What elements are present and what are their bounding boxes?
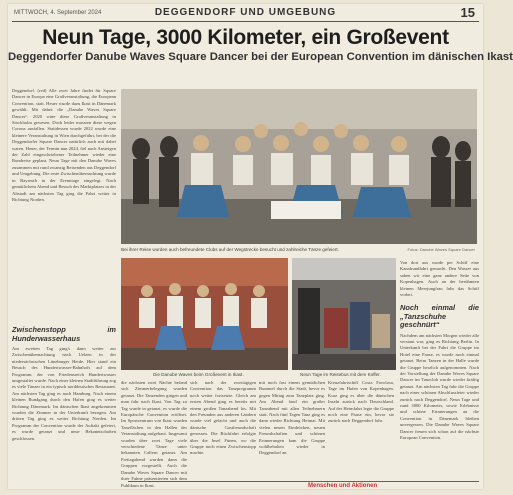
article-paragraph: sich nach der zweitägigen Convention das Tanzprogramm noch weiter fortsetzte. Gleich am ersten Abend ging es bereits mit einem großen Tanzabend los. Mit den Freunden aus anderen Ländern wurde viel gelacht und auch die dänische Gastfreundschaft genossen. Die Rückfahrt erfolgte über die Insel Fünen, wo die Gruppe noch einen Zwischenstopp machte. bbox=[190, 380, 256, 456]
luggage-photo bbox=[292, 258, 396, 370]
hall-photo-caption: Die Danube Waves beim Großevent in Ikast. bbox=[153, 372, 244, 377]
article-column-1b bbox=[12, 322, 116, 482]
main-group-photo bbox=[121, 89, 477, 244]
photo-credit: Fotos: Danube Waves Square Dancer bbox=[407, 247, 475, 252]
article-column-1 bbox=[12, 88, 116, 321]
article-paragraph: Von dort aus wurde per Schiff eine Kanalrundfahrt gemacht. Den Wasser aus sahen wir eine ganz andere Seite von Kopenhagen. Auch an der berühmten kleinen Meerjungfrau fuhr das Schiff vorbei. bbox=[400, 260, 479, 298]
article-headline: Neun Tage, 3000 Kilometer, ein Großevent bbox=[42, 26, 449, 49]
article-paragraph: Kreuzfahrtschiff Costa Favolosa, Tage im Hafen von Kopenhagen. Kurz ging es über die dänischen Inseln zurück nach Deutschland. Auf der Heimfahrt legte die Gruppe noch eine Pause ein, bevor sie zurück nach Deggendorf fuhr. bbox=[328, 380, 394, 424]
article-subtitle: Zwischenstopp im Hunderwasserhaus bbox=[12, 325, 116, 343]
article-column-4 bbox=[259, 380, 325, 481]
group-hall-photo bbox=[121, 258, 288, 370]
main-photo-caption: Bei ihrer Reise wurden auch befreundete Clubs auf der Wegstrecke besucht und zahlreiche Tänze gefeiert. bbox=[121, 247, 339, 252]
footer-divider bbox=[128, 481, 479, 482]
article-column-6b bbox=[400, 300, 479, 481]
page-number: 15 bbox=[460, 5, 475, 20]
article-subheadline: Deggendorfer Danube Waves Square Dancer bei der European Convention im dänischen Ikast bbox=[8, 51, 513, 63]
article-column-5 bbox=[328, 380, 394, 481]
newspaper-page bbox=[8, 4, 513, 489]
article-column-3 bbox=[190, 380, 256, 481]
section-title: DEGGENDORF UND UMGEBUNG bbox=[154, 7, 337, 18]
article-paragraph: Deggendorf. (red) Alle zwei Jahre findet für Square Dancer in Europa eine Großveranstaltung, die European Convention, statt. Heuer wurde dazu Ikast in Dänemark gewählt. Mit dabei: die „Danube Waves Square Dancer“. 2020 wäre diese Großveranstaltung in Stockholm gewesen. Doch leider mussten diese wegen Corona ausfallen. Stattdessen wurde 2022 wurde eine kleinere Veranstaltung in Wien durchgeführt, bei der die Deggendorfer Square Dancer natürlich auch mit dabei waren. Heuer, der Termin nun 2024, fiel nach Ansteigen der Zahl eingeschriebener Teilnehmer wieder eine Rundreise geplant. Neun Tage mit den Danube Waves zusammen mit rund zwanzig Reisenden aus Deggendorf und Umgebung. Die erste Zwischenübernachtung wurde in Bayreuth in der Eremitage eingelegt. Nach gemütlichem Abend und Besuch des Marktplatzes in der Altstadt am nächsten Tag ging die Fahrt weiter in Richtung Norden. bbox=[12, 88, 116, 202]
luggage-photo-caption: Neun Tage im Reisebus mit dem Koffer. bbox=[300, 372, 381, 377]
footer-section-label: Menschen und Aktionen bbox=[308, 483, 378, 489]
article-subtitle: Noch einmal die „Tanzschuhe geschnürt“ bbox=[400, 303, 479, 329]
article-paragraph: mit noch fast einem gemütlichen Bummel durch die Stadt, bevor es gegen Mittag zum Tanzplatz ging. Am Abend fand ein großer Tanzabend mit allen Teilnehmern statt. Nach fünf Tagen Tanz ging es dann wieder Richtung Heimat. Mit vielen neuen Eindrücken, neuen Freundschaften und schönen Erinnerungen kam die Gruppe wohlbehalten wieder in Deggendorf an. bbox=[259, 380, 325, 456]
article-column-2 bbox=[121, 380, 187, 488]
article-column-6 bbox=[400, 260, 479, 300]
group-photo-illustration bbox=[121, 89, 477, 244]
article-paragraph: Nachdem am nächsten Morgen wieder alle verstaut war, ging es Richtung Berlin. In Unterkunft bei der Fahrt die Gruppe im Hotel eine Pause, es wurde noch einmal getanzt. Beim Tanzen in der Halle wurde die Gruppe herzlich aufgenommen. Nach der Vorstellung der Danube Waves Square Dancer im Tanzclub wurde wieder kräftig getanzt. Am nächsten Tag fuhr die Gruppe nach einer schönen Abschlussfeier wieder zurück nach Deggendorf. Neun Tage und rund 3000 Kilometer, sowie Erlebnisse und schöne Erinnerungen an die Convention in Dänemark bleiben unvergessen. Die Danube Waves Square Dancer freuen sich schon auf die nächste European Convention. bbox=[400, 332, 479, 440]
article-paragraph: die nächsten zwei Nächte befand sich Zimmerbelegung wurden getanzt. Die Tanzenden gingen und man fuhr nach Ikast. Von Tag zu Tag wurde in getanzt, es wurde die Europäische Convention eröffnet. Im Sportzentrum von Ikast wurden Tanzflächen in den Hallen der Veranstaltung aufgebaut. Insgesamt wurden über zwei Tage viele verschiedene Tänze unter bekannten Callern getanzt. Am Freitagabend wurden dann die Gruppen vorgestellt. Auch die Danube Waves Square Dancer mit ihrer Fahne präsentierten sich dem Publikum in Ikast. bbox=[121, 380, 187, 488]
luggage-photo-illustration bbox=[292, 258, 396, 370]
header-divider bbox=[12, 21, 479, 22]
issue-date: MITTWOCH, 4. September 2024 bbox=[14, 10, 102, 16]
hall-photo-illustration bbox=[121, 258, 288, 370]
article-paragraph: Am zweiten Tag ging's dann weiter zur Zwischenübernachtung nach Uelzen in der niedersächsischen Lüneburger Heide. Hier stand ein Besuch des Hundertwasser-Bahnhofs auf dem Programm, der von Friedensreich Hundertwasser umgestaltet wurde. Nach einer kleinen Stadtführung zog es viele Tänzer in ein typisch norddeutsches Restaurant. Am nächsten Tag ging es nach Hamburg. Nach einem kleinen Rundgang durch den Hafen ging es weiter Richtung Dänemark. Im dänischen Ikast angekommen wurden die Zimmer in der Unterkunft bezogen. Am dritten Tag ging es weiter Richtung Norden. Im Programm der Convention wurde der Auftakt gefeiert, es wurde getanzt und neue Bekanntschaften geschlossen. bbox=[12, 346, 116, 441]
